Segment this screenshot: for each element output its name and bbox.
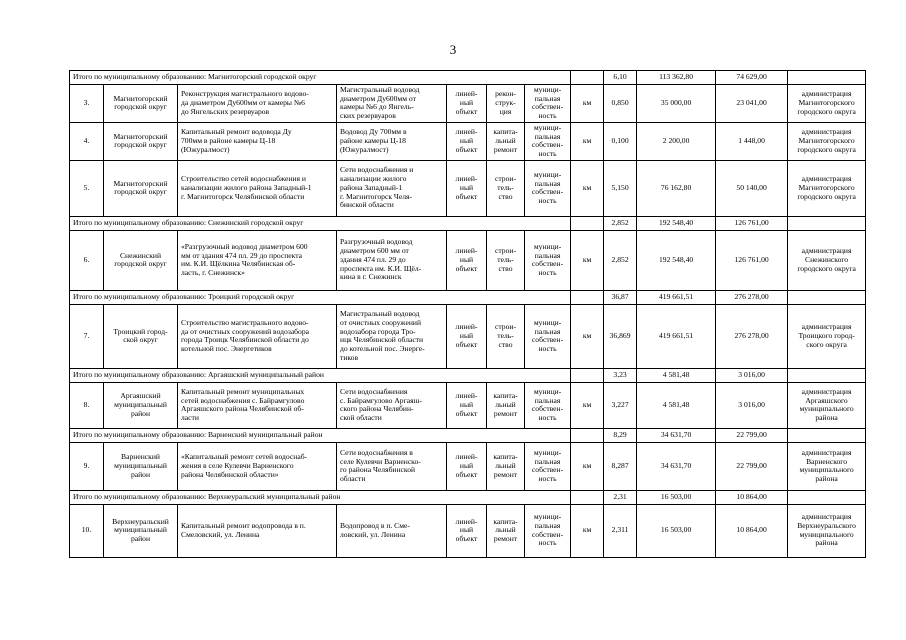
total-responsible-cell: [788, 290, 866, 304]
municipality: Варненский муниципальный район: [104, 442, 178, 490]
municipality: Магнитогорский городской округ: [104, 160, 178, 216]
responsible: администрация Снежинского городского округа: [788, 230, 866, 290]
cost: 16 503,00: [637, 504, 716, 557]
responsible: администрация Магнитогорского городского округа: [788, 85, 866, 123]
length: 5,150: [604, 160, 637, 216]
work-kind: капита- льный ремонт: [487, 504, 525, 557]
total-cost: 4 581,48: [637, 368, 716, 382]
total-length: 8,29: [604, 428, 637, 442]
work-name: Строительство сетей водоснабжения и канализации жилого района Западный-1 г. Магнитогорск Челябинской области: [178, 160, 337, 216]
total-length: 6,10: [604, 71, 637, 85]
table-row: [70, 122, 866, 160]
object-name: Разгрузочный водовод диаметром 600 мм от здания 474 пл. 29 до проспекта им. К.И. Щёл- кина в г. Снежинск: [337, 230, 447, 290]
work-kind: рекон- струк- ция: [487, 85, 525, 123]
cost: 4 581,48: [637, 382, 716, 428]
work-kind: строи- тель- ство: [487, 304, 525, 368]
total-cost: 113 362,80: [637, 71, 716, 85]
cost: 419 661,51: [637, 304, 716, 368]
length: 0,850: [604, 85, 637, 123]
work-name: Реконструкция магистрального водово- да диаметром Ду600мм от камеры №6 до Янгельских резервуаров: [178, 85, 337, 123]
page-number: 3: [449, 42, 457, 57]
unit: км: [571, 304, 604, 368]
municipality: Снежинский городской округ: [104, 230, 178, 290]
object-name: Водопровод в п. Сме- ловский, ул. Ленина: [337, 504, 447, 557]
work-kind: капита- льный ремонт: [487, 382, 525, 428]
municipality: Верхнеуральский муниципальный район: [104, 504, 178, 557]
responsible: администрация Верхнеуральского муниципального района: [788, 504, 866, 557]
municipality: Троицкий город- ской округ: [104, 304, 178, 368]
total-cost: 34 631,70: [637, 428, 716, 442]
municipality: Магнитогорский городской округ: [104, 122, 178, 160]
object-type: линей- ный объект: [447, 122, 487, 160]
cost: 2 200,00: [637, 122, 716, 160]
table-body: [70, 71, 866, 558]
responsible: администрация Троицкого город- ского округа: [788, 304, 866, 368]
federal-cost: 1 448,00: [716, 122, 788, 160]
total-responsible-cell: [788, 490, 866, 504]
ownership: муници- пальная собствен- ность: [525, 304, 571, 368]
work-kind: строи- тель- ство: [487, 230, 525, 290]
unit: км: [571, 230, 604, 290]
length: 0,100: [604, 122, 637, 160]
total-row: [70, 71, 866, 85]
total-row: [70, 290, 866, 304]
total-unit-cell: [571, 368, 604, 382]
total-federal: 74 629,00: [716, 71, 788, 85]
unit: км: [571, 85, 604, 123]
total-label: Итого по муниципальному образованию: Троицкий городской округ: [70, 290, 571, 304]
total-responsible-cell: [788, 368, 866, 382]
responsible: администрация Магнитогорского городского округа: [788, 122, 866, 160]
total-federal: 3 016,00: [716, 368, 788, 382]
work-kind: капита- льный ремонт: [487, 442, 525, 490]
total-label: Итого по муниципальному образованию: Аргаяшский муниципальный район: [70, 368, 571, 382]
length: 36,869: [604, 304, 637, 368]
total-label: Итого по муниципальному образованию: Верхнеуральский муниципальный район: [70, 490, 571, 504]
total-federal: 126 761,00: [716, 216, 788, 230]
municipality: Аргаяшский муниципальный район: [104, 382, 178, 428]
total-responsible-cell: [788, 428, 866, 442]
table-row: [70, 85, 866, 123]
object-type: линей- ный объект: [447, 504, 487, 557]
total-row: [70, 428, 866, 442]
row-number: 7.: [70, 304, 104, 368]
ownership: муници- пальная собствен- ность: [525, 160, 571, 216]
table-row: [70, 504, 866, 557]
unit: км: [571, 122, 604, 160]
unit: км: [571, 382, 604, 428]
ownership: муници- пальная собствен- ность: [525, 382, 571, 428]
responsible: администрация Варненского муниципального района: [788, 442, 866, 490]
length: 2,852: [604, 230, 637, 290]
federal-cost: 23 041,00: [716, 85, 788, 123]
object-type: линей- ный объект: [447, 304, 487, 368]
row-number: 8.: [70, 382, 104, 428]
federal-cost: 3 016,00: [716, 382, 788, 428]
total-row: [70, 216, 866, 230]
object-type: линей- ный объект: [447, 160, 487, 216]
object-type: линей- ный объект: [447, 382, 487, 428]
total-unit-cell: [571, 290, 604, 304]
total-unit-cell: [571, 490, 604, 504]
federal-cost: 276 278,00: [716, 304, 788, 368]
total-length: 2,852: [604, 216, 637, 230]
table-row: [70, 442, 866, 490]
cost: 35 000,00: [637, 85, 716, 123]
unit: км: [571, 504, 604, 557]
work-kind: капита- льный ремонт: [487, 122, 525, 160]
ownership: муници- пальная собствен- ность: [525, 122, 571, 160]
responsible: администрация Магнитогорского городского округа: [788, 160, 866, 216]
total-cost: 192 548,40: [637, 216, 716, 230]
total-row: [70, 490, 866, 504]
table-row: [70, 160, 866, 216]
cost: 34 631,70: [637, 442, 716, 490]
total-unit-cell: [571, 71, 604, 85]
total-cost: 16 503,00: [637, 490, 716, 504]
total-cost: 419 661,51: [637, 290, 716, 304]
total-responsible-cell: [788, 216, 866, 230]
federal-cost: 126 761,00: [716, 230, 788, 290]
row-number: 4.: [70, 122, 104, 160]
total-federal: 276 278,00: [716, 290, 788, 304]
total-row: [70, 368, 866, 382]
row-number: 6.: [70, 230, 104, 290]
total-unit-cell: [571, 216, 604, 230]
object-name: Сети водоснабжения с. Байрамгулово Аргаяш- ского района Челябин- ской области: [337, 382, 447, 428]
total-responsible-cell: [788, 71, 866, 85]
total-label: Итого по муниципальному образованию: Варненский муниципальный район: [70, 428, 571, 442]
object-name: Сети водоснабжения в селе Кулевчи Варненско- го района Челябинской области: [337, 442, 447, 490]
object-type: линей- ный объект: [447, 230, 487, 290]
cost: 192 548,40: [637, 230, 716, 290]
projects-table: [69, 70, 866, 558]
total-unit-cell: [571, 428, 604, 442]
federal-cost: 22 799,00: [716, 442, 788, 490]
object-type: линей- ный объект: [447, 442, 487, 490]
total-length: 2,31: [604, 490, 637, 504]
ownership: муници- пальная собствен- ность: [525, 85, 571, 123]
row-number: 5.: [70, 160, 104, 216]
work-name: Капитальный ремонт водовода Ду 700мм в районе камеры Ц-18 (Южуралмост): [178, 122, 337, 160]
municipality: Магнитогорский городской округ: [104, 85, 178, 123]
total-label: Итого по муниципальному образованию: Снежинский городской округ: [70, 216, 571, 230]
federal-cost: 50 140,00: [716, 160, 788, 216]
ownership: муници- пальная собствен- ность: [525, 504, 571, 557]
table-row: [70, 382, 866, 428]
work-name: «Разгрузочный водовод диаметром 600 мм от здания 474 пл. 29 до проспекта им. К.И. Щёлкина Челябинская об- ласть, г. Снежинск»: [178, 230, 337, 290]
unit: км: [571, 442, 604, 490]
total-label: Итого по муниципальному образованию: Магнитогорский городской округ: [70, 71, 571, 85]
federal-cost: 10 864,00: [716, 504, 788, 557]
work-name: Капитальный ремонт водопровода в п. Смеловский, ул. Ленина: [178, 504, 337, 557]
row-number: 10.: [70, 504, 104, 557]
object-name: Водовод Ду 700мм в районе камеры Ц-18 (Южуралмост): [337, 122, 447, 160]
work-kind: строи- тель- ство: [487, 160, 525, 216]
total-federal: 10 864,00: [716, 490, 788, 504]
work-name: «Капитальный ремонт сетей водоснаб- жения в селе Кулевчи Варненского района Челябинской области»: [178, 442, 337, 490]
length: 2,311: [604, 504, 637, 557]
work-name: Строительство магистрального водово- да от очистных сооружений водозабора города Троицк Челябинской области до котельной пос. Энергетиков: [178, 304, 337, 368]
row-number: 9.: [70, 442, 104, 490]
length: 3,227: [604, 382, 637, 428]
total-length: 3,23: [604, 368, 637, 382]
ownership: муници- пальная собствен- ность: [525, 442, 571, 490]
length: 8,287: [604, 442, 637, 490]
table-row: [70, 304, 866, 368]
work-name: Капитальный ремонт муниципальных сетей водоснабжения с. Байрамгулово Аргаяшского района Челябинской об- ласти: [178, 382, 337, 428]
cost: 76 162,80: [637, 160, 716, 216]
ownership: муници- пальная собствен- ность: [525, 230, 571, 290]
object-name: Магистральный водовод от очистных сооружений водозабора города Тро- ицк Челябинской области до котельной пос. Энерге- тиков: [337, 304, 447, 368]
total-federal: 22 799,00: [716, 428, 788, 442]
total-length: 36,87: [604, 290, 637, 304]
object-name: Сети водоснабжения и канализации жилого района Западный-1 г. Магнитогорск Челя- бинской области: [337, 160, 447, 216]
responsible: администрация Аргаяшского муниципального района: [788, 382, 866, 428]
table-row: [70, 230, 866, 290]
unit: км: [571, 160, 604, 216]
object-type: линей- ный объект: [447, 85, 487, 123]
object-name: Магистральный водовод диаметром Ду600мм от камеры №6 до Янгель- ских резервуаров: [337, 85, 447, 123]
row-number: 3.: [70, 85, 104, 123]
